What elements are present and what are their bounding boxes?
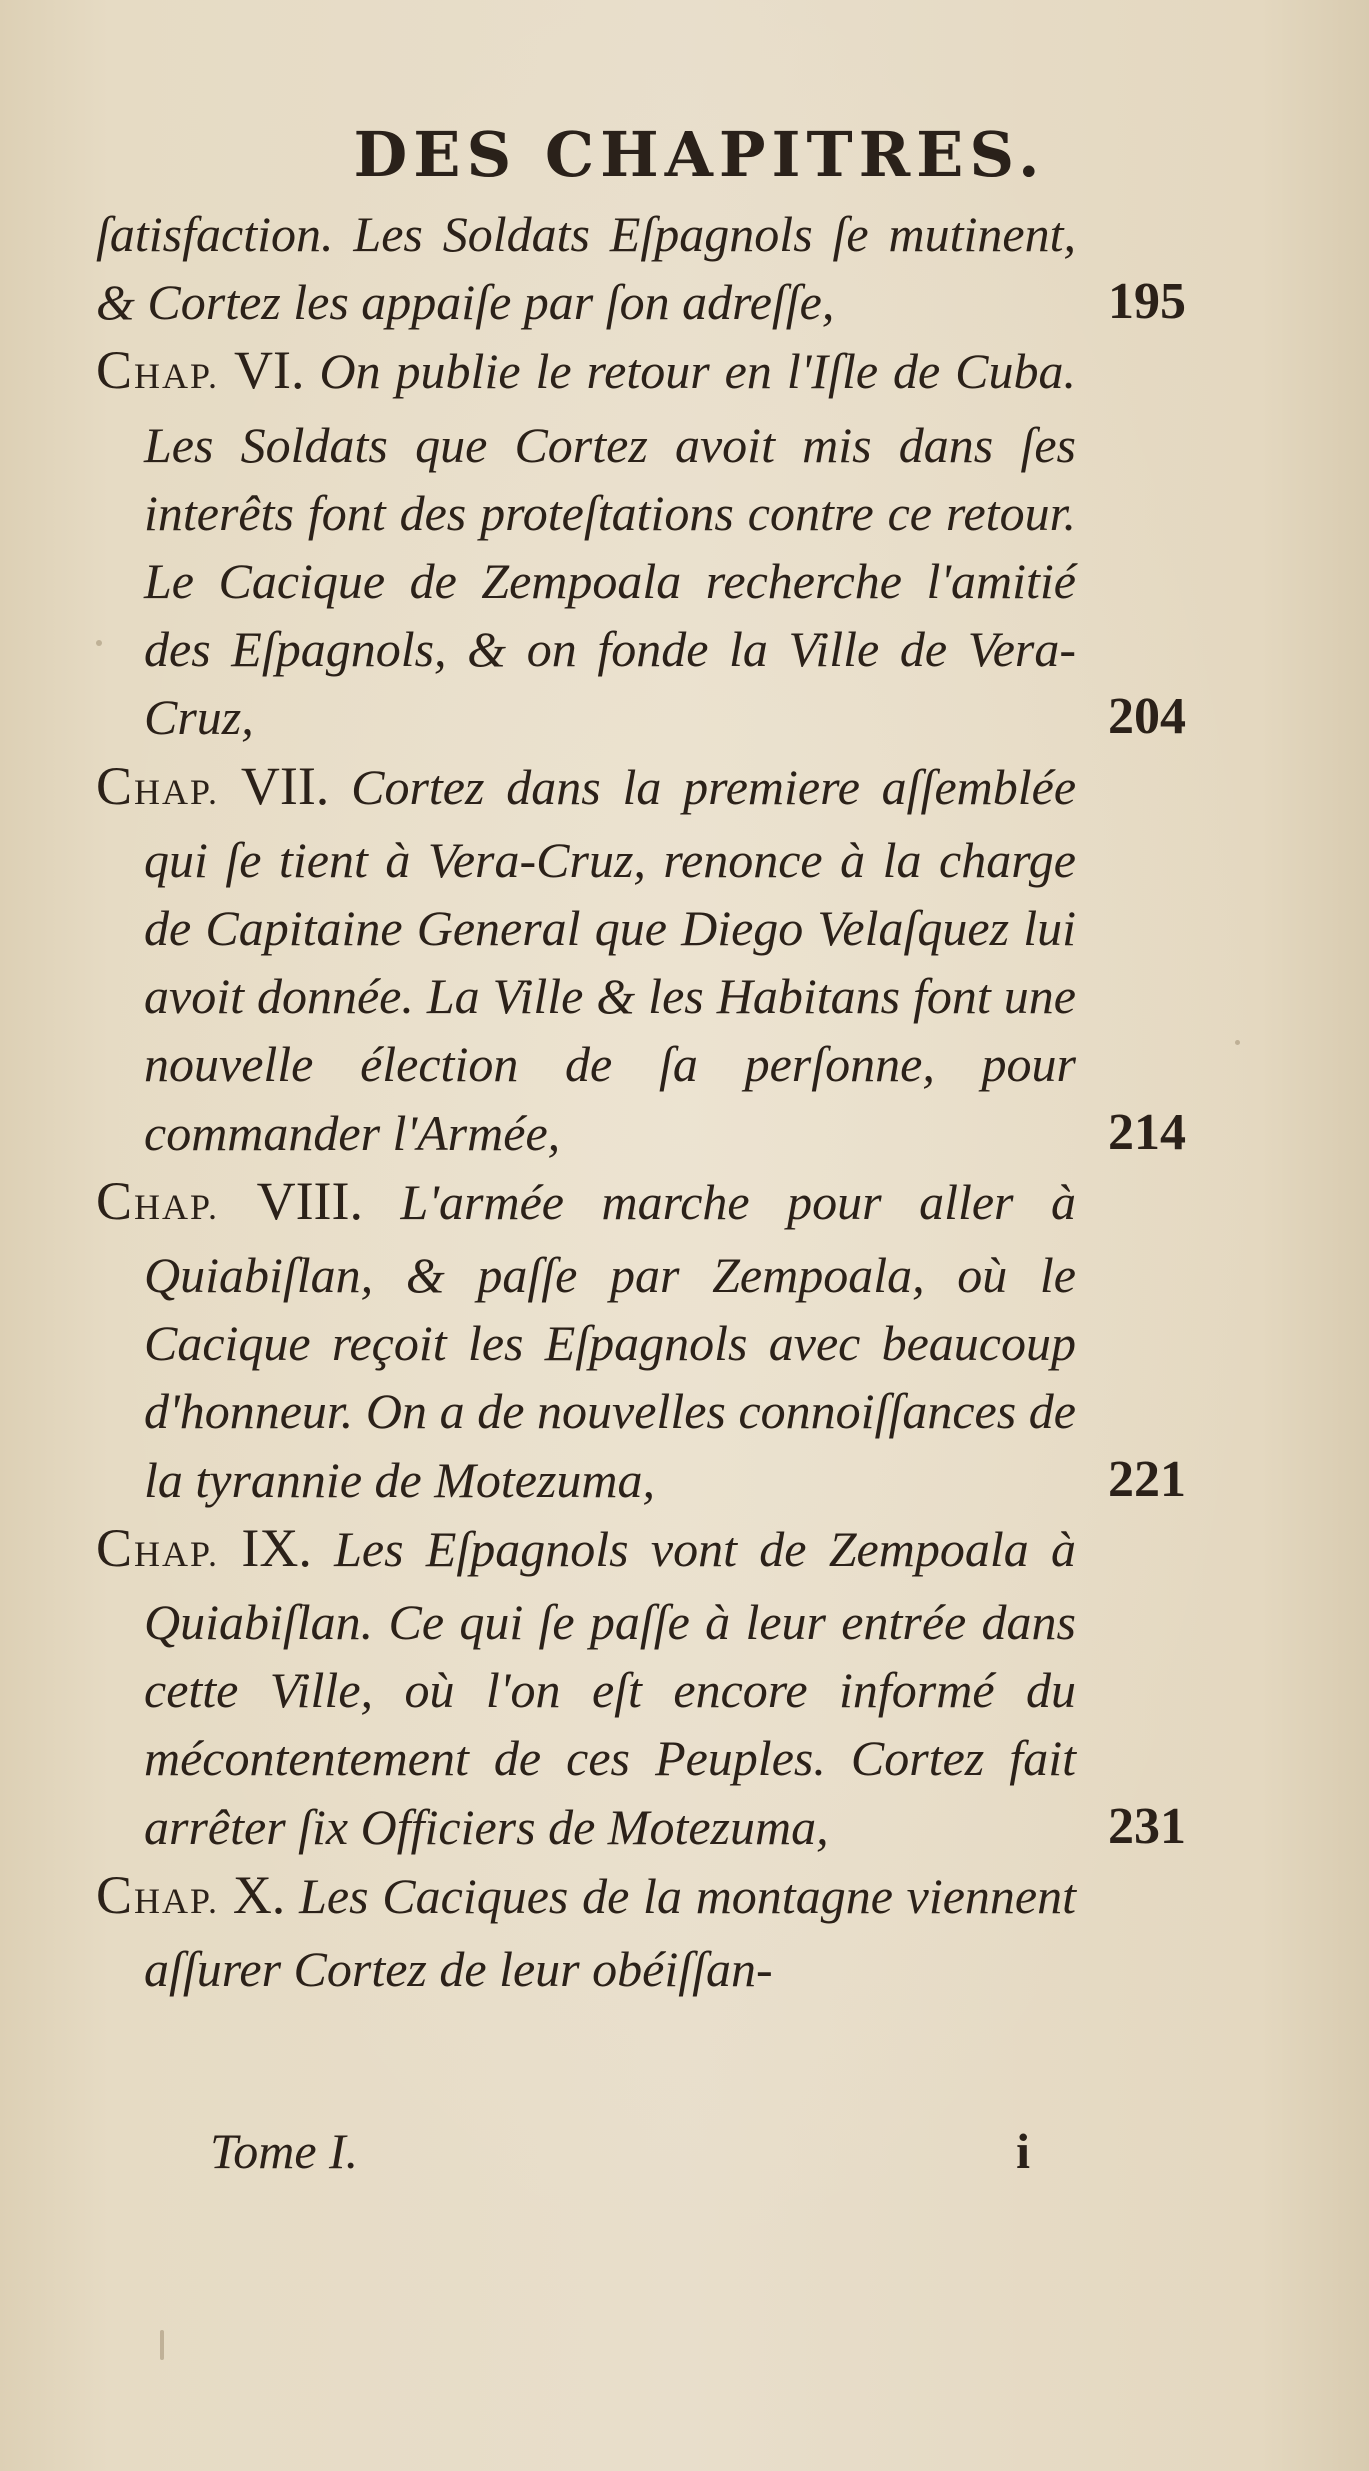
chapter-label: CHAP. (96, 755, 220, 816)
entry-text: L'armée marche pour aller à Quiabiſlan, & paſſe par Zempoala, où le Cacique reçoit les Eſpagnols avec beaucoup d'honneur. On a de nouvelles connoiſſances de la tyrannie de Motezuma, (144, 1173, 1077, 1508)
chapter-number: VIII. (256, 1170, 364, 1231)
entry-text: On publie le retour en l'Iſle de Cuba. Les Soldats que Cortez avoit mis dans ſes interêts font des proteſtations contre ce retour. Le Cacique de Zempoala recherche l'amitié des Eſpagnols, & on fonde la Ville de Vera-Cruz, (144, 343, 1076, 746)
signature-mark: i (1016, 2123, 1030, 2179)
entry-text: Les Eſpagnols vont de Zempoala à Quiabiſlan. Ce qui ſe paſſe à leur entrée dans cette Ville, où l'on eſt encore informé du mécontentement de ces Peuples. Cortez fait arrêter ſix Officiers de Motezuma, (144, 1520, 1076, 1855)
toc-entry-chapter-6 (96, 336, 1186, 751)
entry-text: Les Caciques de la montagne viennent aſſurer Cortez de leur obéiſſan- (144, 1867, 1076, 1998)
chapter-number: VI. (234, 340, 305, 401)
chapter-label: CHAP. (96, 1170, 220, 1231)
entry-text: ſatisfaction. Les Soldats Eſpagnols ſe mutinent, & Cortez les appaiſe par ſon adreſſe, (96, 206, 1076, 331)
chapter-number: X. (232, 1864, 286, 1925)
page-number: 221 (1108, 1450, 1186, 1508)
page-number: 231 (1108, 1797, 1186, 1855)
running-head: DES CHAPITRES. (353, 118, 1046, 191)
toc-entry-chapter-9 (96, 1514, 1186, 1861)
page-number: 204 (1108, 688, 1186, 746)
table-of-contents (96, 200, 1186, 2003)
paper-speck (1235, 1040, 1240, 1045)
toc-entry-chapter-10 (96, 1861, 1186, 2003)
chapter-number: VII. (240, 755, 330, 816)
chapter-label: CHAP. (96, 340, 220, 401)
paper-speck (96, 640, 102, 646)
page-footer (210, 2122, 1030, 2180)
toc-entry-continuation (96, 200, 1186, 336)
chapter-label: CHAP. (96, 1517, 220, 1578)
toc-entry-chapter-7 (96, 752, 1186, 1167)
entry-text: Cortez dans la premiere aſſemblée qui ſe tient à Vera-Cruz, renonce à la charge de Capitaine General que Diego Velaſquez lui avoit donnée. La Ville & les Habitans font une nouvelle élection de ſa perſonne, pour commander l'Armée, (144, 758, 1077, 1161)
chapter-number: IX. (241, 1517, 312, 1578)
chapter-label: CHAP. (96, 1864, 220, 1925)
paper-speck (160, 2330, 164, 2360)
page-number: 195 (1108, 273, 1186, 331)
toc-entry-chapter-8 (96, 1167, 1186, 1514)
page-number: 214 (1108, 1103, 1186, 1161)
volume-label: Tome I. (210, 2123, 359, 2179)
